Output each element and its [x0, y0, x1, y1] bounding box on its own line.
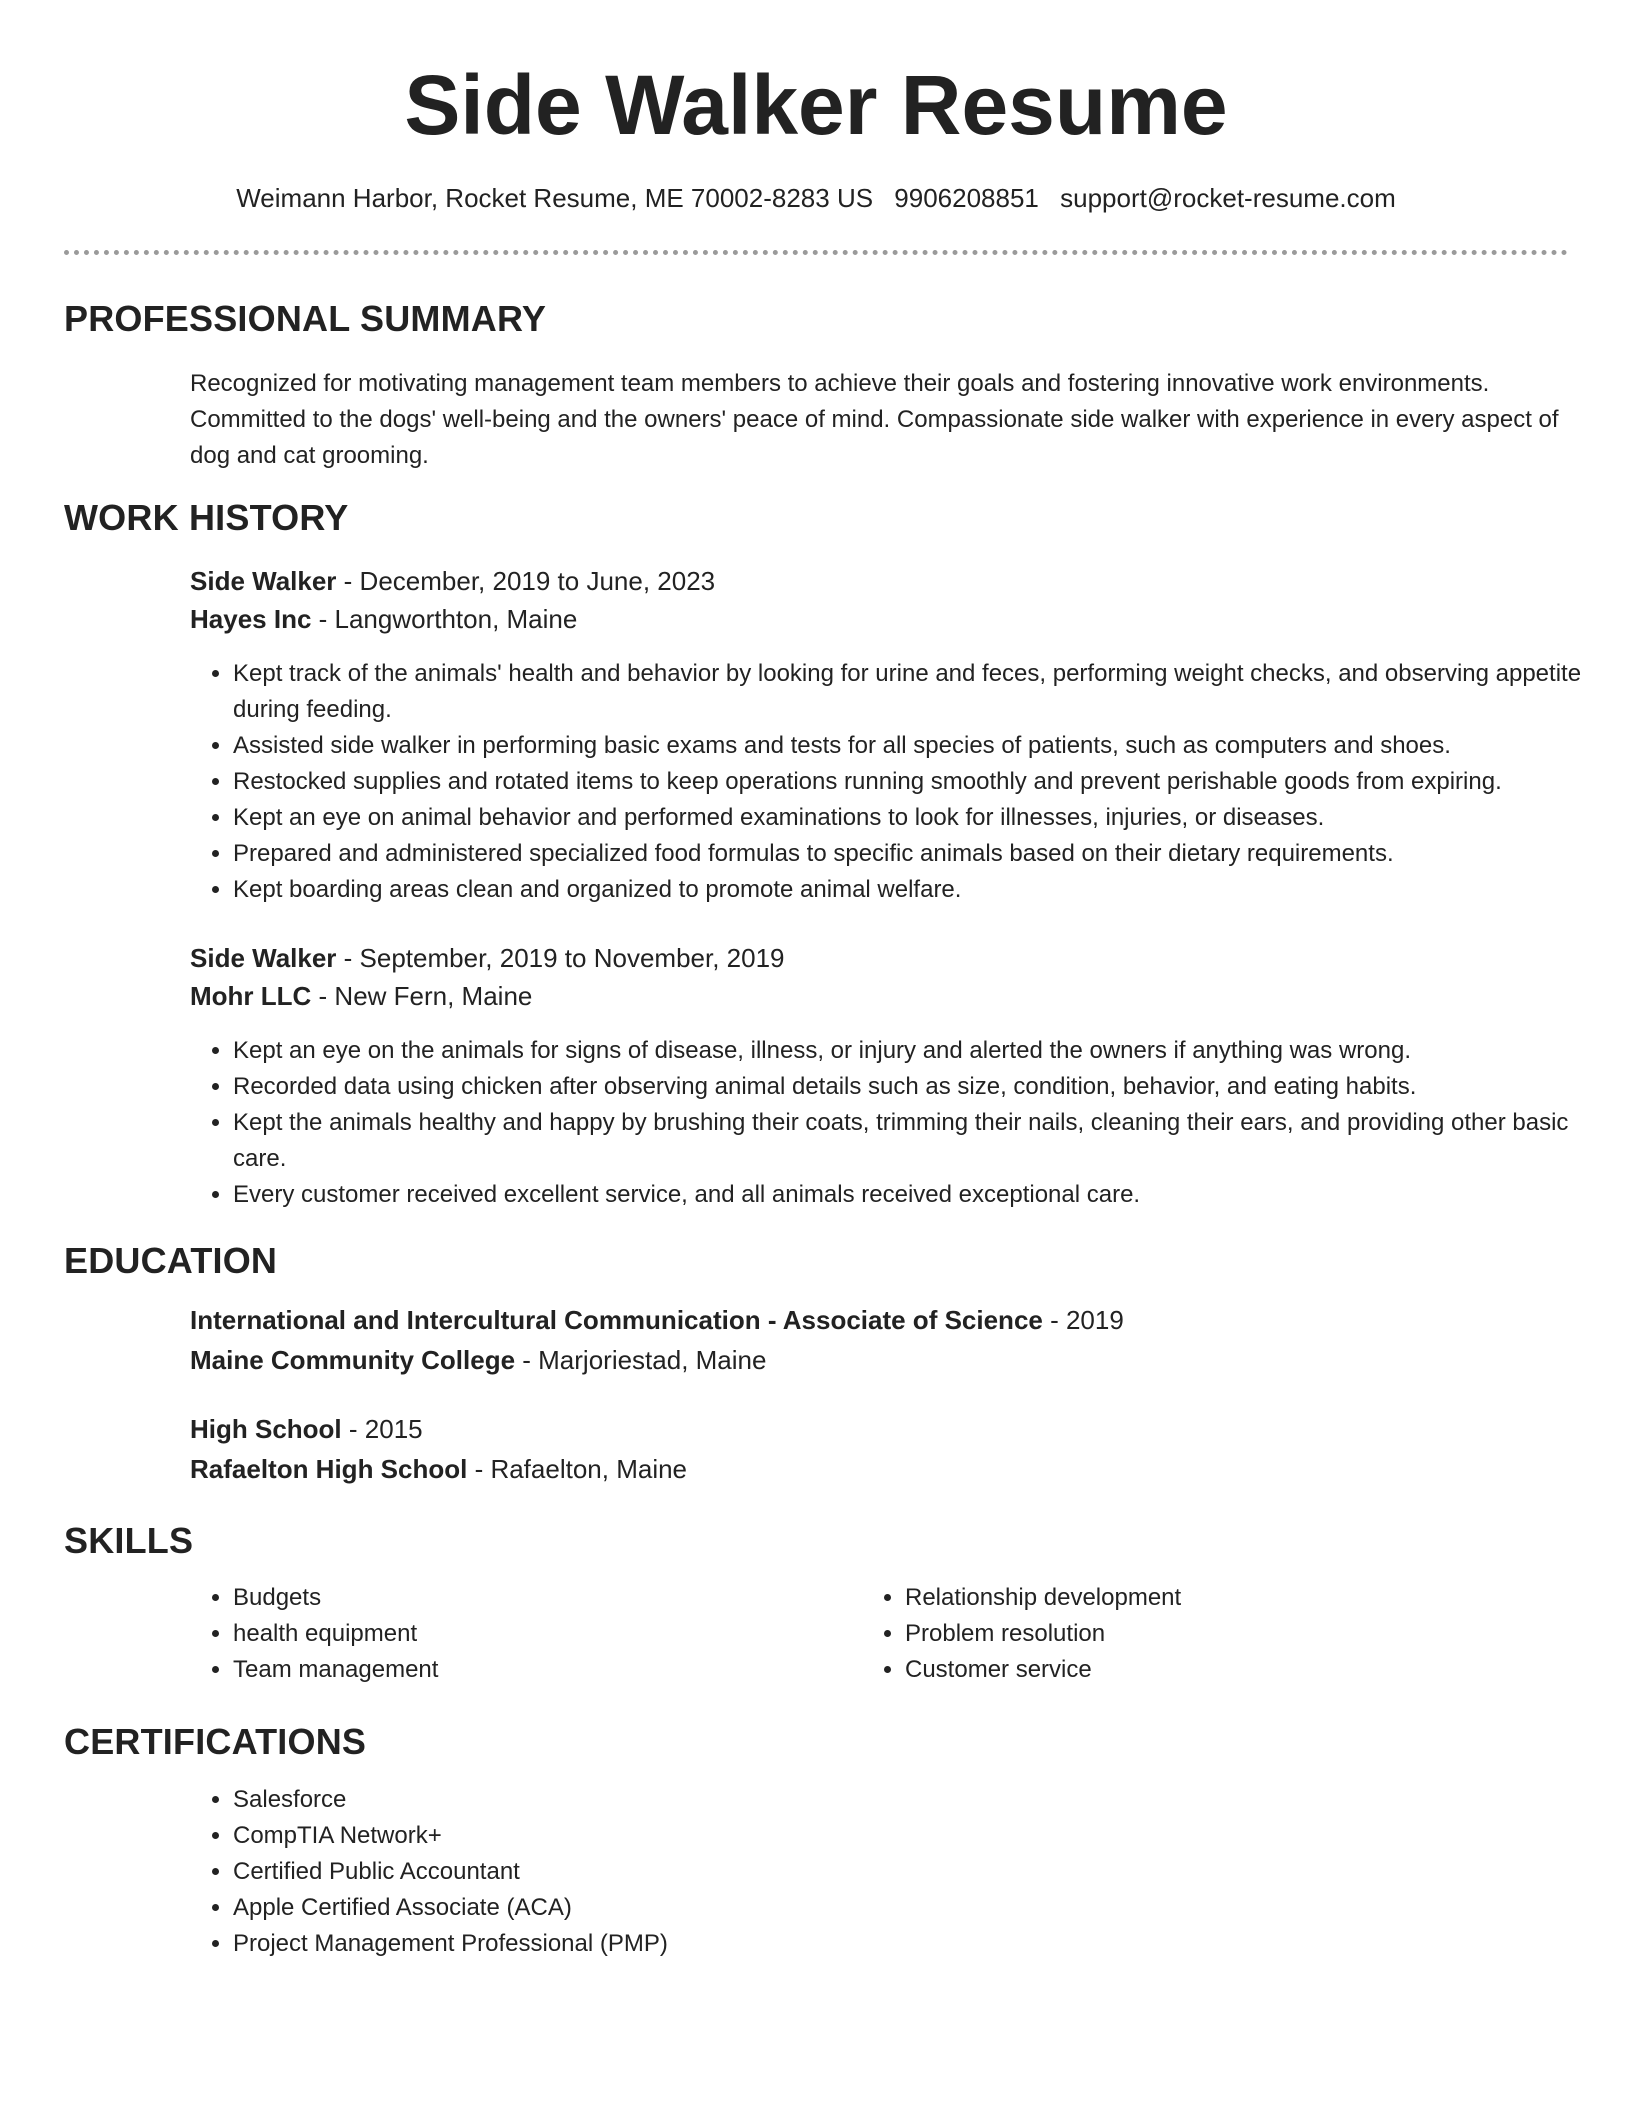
header-divider [64, 250, 1568, 255]
education-2-year: - 2015 [341, 1414, 423, 1444]
job-2-dates: - September, 2019 to November, 2019 [336, 943, 785, 973]
list-item: • Restocked supplies and rotated items to keep operations running smoothly and prevent perishable goods from expiring. [233, 764, 1613, 800]
contact-phone: 9906208851 [894, 183, 1039, 213]
list-item: • Recorded data using chicken after observing animal details such as size, condition, behavior, and eating habits. [233, 1069, 1613, 1105]
list-item: • Kept the animals healthy and happy by brushing their coats, trimming their nails, cleaning their ears, and providing other basic care. [233, 1105, 1613, 1177]
list-item: • CompTIA Network+ [233, 1818, 1613, 1854]
contact-address: Weimann Harbor, Rocket Resume, ME 70002-8283 US [236, 183, 874, 213]
job-1-company: Hayes Inc [190, 604, 312, 634]
list-item: • Apple Certified Associate (ACA) [233, 1890, 1613, 1926]
job-1-location: - Langworthton, Maine [311, 604, 578, 634]
education-1-degree: International and Intercultural Communication - Associate of Science [190, 1305, 1043, 1335]
job-1-company-line [190, 600, 577, 638]
resume-name: Side Walker Resume [404, 58, 1228, 152]
list-item: • Kept an eye on the animals for signs of disease, illness, or injury and alerted the owners if anything was wrong. [233, 1033, 1613, 1069]
job-2-title-line [190, 939, 785, 977]
education-2-school: Rafaelton High School [190, 1454, 468, 1484]
education-2-location: - Rafaelton, Maine [467, 1454, 688, 1484]
skills-right-list [862, 1580, 1605, 1688]
summary-text: Recognized for motivating management team members to achieve their goals and fostering innovative work environments. Committed to the dogs' well-being and the owners' peace of mind. Compassionate side walker with experience in every aspect of dog and cat grooming. [190, 370, 1559, 469]
education-heading: EDUCATION [64, 1240, 278, 1281]
list-item: • Salesforce [233, 1782, 1613, 1818]
job-2-location: - New Fern, Maine [311, 981, 533, 1011]
education-1-degree-line [190, 1301, 1124, 1339]
education-1-location: - Marjoriestad, Maine [515, 1345, 767, 1375]
skills-left-list [190, 1580, 853, 1688]
summary-heading: PROFESSIONAL SUMMARY [64, 298, 547, 339]
job-2-bullets [190, 1033, 1613, 1213]
job-2-company: Mohr LLC [190, 981, 312, 1011]
list-item: • Customer service [905, 1652, 1605, 1688]
list-item: • Kept track of the animals' health and behavior by looking for urine and feces, performing weight checks, and observing appetite during feeding. [233, 656, 1613, 728]
job-1-title-line [190, 562, 715, 600]
education-2-school-line [190, 1450, 687, 1488]
job-1-dates: - December, 2019 to June, 2023 [336, 566, 716, 596]
job-1-bullets [190, 656, 1613, 908]
job-1-role: Side Walker [190, 566, 337, 596]
certifications-heading: CERTIFICATIONS [64, 1721, 367, 1762]
list-item: • Certified Public Accountant [233, 1854, 1613, 1890]
list-item: • Every customer received excellent service, and all animals received exceptional care. [233, 1177, 1613, 1213]
list-item: • health equipment [233, 1616, 853, 1652]
list-item: • Prepared and administered specialized food formulas to specific animals based on their dietary requirements. [233, 836, 1613, 872]
list-item: • Kept boarding areas clean and organized to promote animal welfare. [233, 872, 1613, 908]
work-history-heading: WORK HISTORY [64, 497, 349, 538]
contact-email: support@rocket-resume.com [1060, 183, 1396, 213]
list-item: • Assisted side walker in performing basic exams and tests for all species of patients, such as computers and shoes. [233, 728, 1613, 764]
list-item: • Project Management Professional (PMP) [233, 1926, 1613, 1962]
education-1-year: - 2019 [1042, 1305, 1124, 1335]
education-2-degree-line [190, 1410, 423, 1448]
list-item: • Problem resolution [905, 1616, 1605, 1652]
list-item: • Kept an eye on animal behavior and performed examinations to look for illnesses, injuries, or diseases. [233, 800, 1613, 836]
job-2-company-line [190, 977, 532, 1015]
education-1-school: Maine Community College [190, 1345, 516, 1375]
list-item: • Budgets [233, 1580, 853, 1616]
contact-line [0, 178, 1632, 218]
skills-heading: SKILLS [64, 1520, 194, 1561]
list-item: • Team management [233, 1652, 853, 1688]
education-1-school-line [190, 1341, 766, 1379]
certifications-list [190, 1782, 1613, 1962]
list-item: • Relationship development [905, 1580, 1605, 1616]
job-2-role: Side Walker [190, 943, 337, 973]
education-2-degree: High School [190, 1414, 342, 1444]
